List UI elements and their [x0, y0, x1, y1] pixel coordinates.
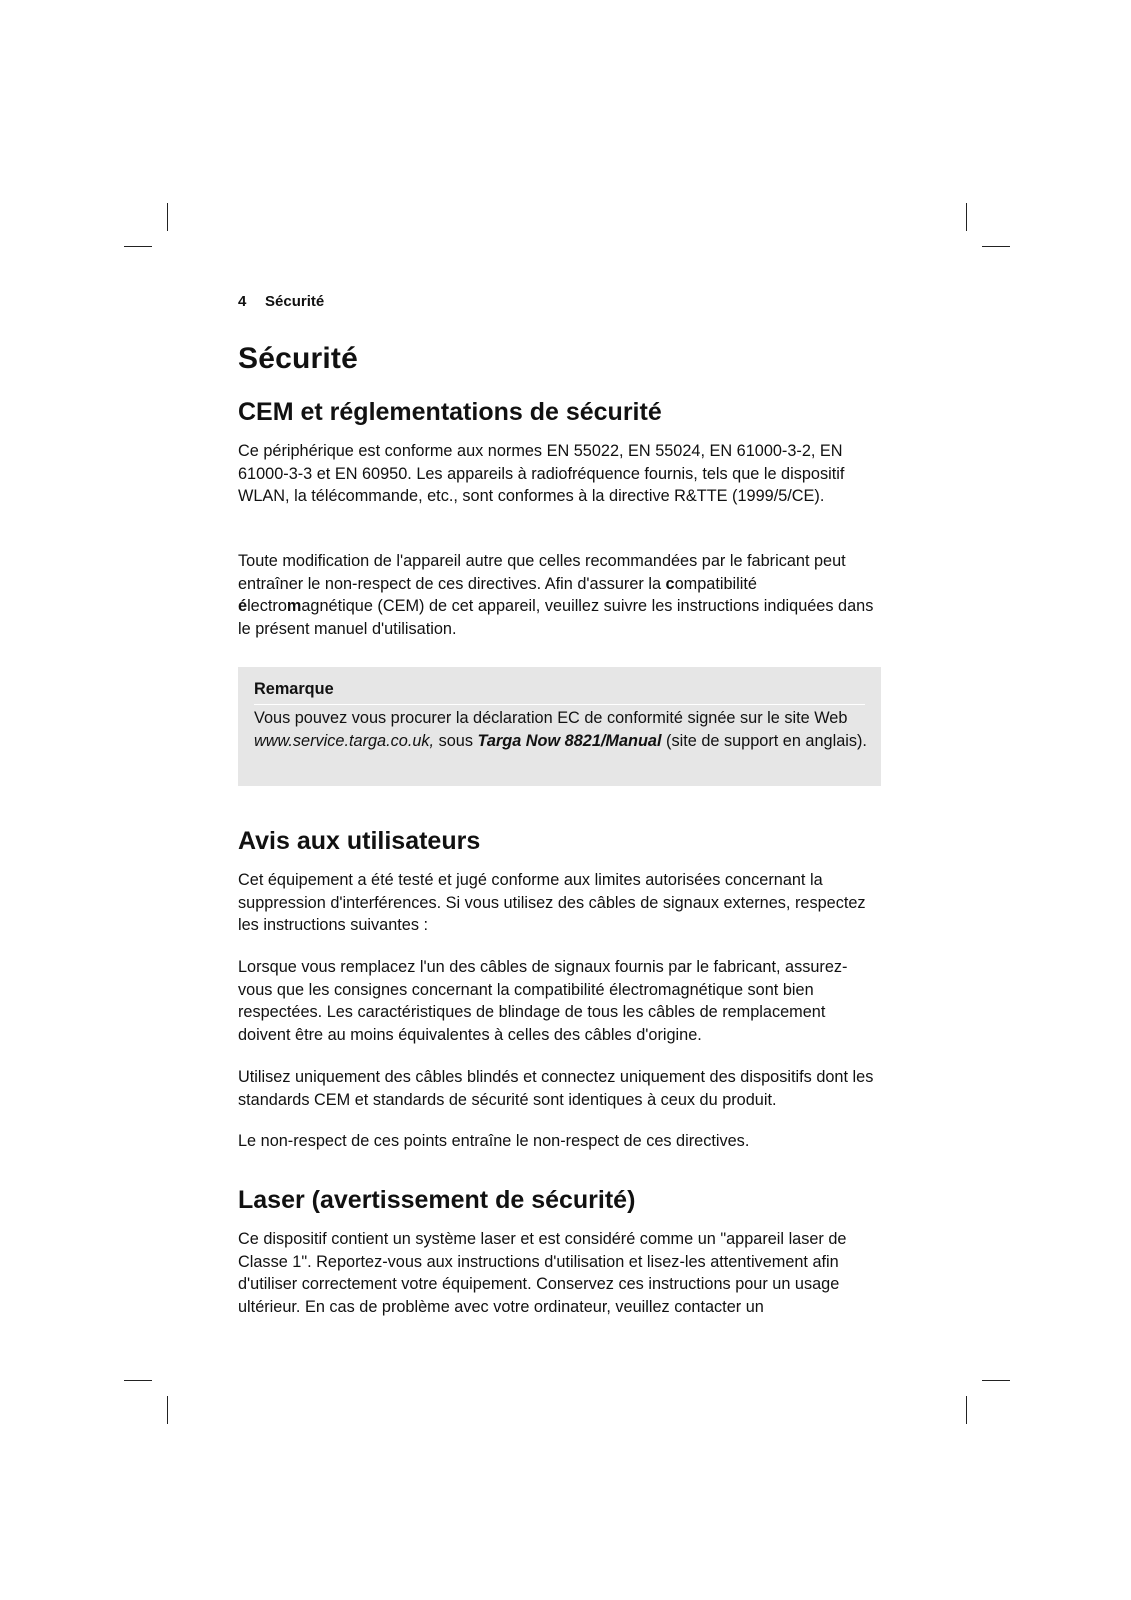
paragraph-avis-4: Le non-respect de ces points entraîne le non-respect de ces directives. — [238, 1132, 750, 1150]
paragraph-cem-1: Ce périphérique est conforme aux normes EN 55022, EN 55024, EN 61000-3-2, EN 61000-3-3 et EN 60950. Les appareils à radiofréquence fournis, tels que le dispositif WLAN, la télécommande, etc., sont conformes à la directive R&TTE (1999/5/CE). — [238, 442, 845, 506]
running-head-section: Sécurité — [265, 293, 325, 310]
crop-mark-bottom-left-vertical — [167, 1396, 168, 1424]
note-title: Remarque — [254, 680, 334, 698]
crop-mark-top-right-horizontal — [982, 246, 1010, 247]
crop-mark-bottom-left-horizontal — [124, 1380, 152, 1381]
paragraph-avis-3: Utilisez uniquement des câbles blindés et connectez uniquement des dispositifs dont les standards CEM et standards de sécurité sont identiques à ceux du produit. — [238, 1068, 874, 1109]
crop-mark-top-left-vertical — [167, 203, 168, 231]
paragraph-avis-1: Cet équipement a été testé et jugé conforme aux limites autorisées concernant la suppression d'interférences. Si vous utilisez des câbles de signaux externes, respectez les instructions suivantes : — [238, 871, 866, 935]
paragraph-laser-1: Ce dispositif contient un système laser et est considéré comme un "appareil laser de Classe 1". Reportez-vous aux instructions d'utilisation et lisez-les attentivement afin d'utiliser correctement votre équipement. Conservez ces instructions pour un usage ultérieur. En cas de problème avec votre ordinateur, veuillez contacter un — [238, 1230, 847, 1317]
paragraph-cem-2: Toute modification de l'appareil autre que celles recommandées par le fabricant peut entraîner le non-respect de ces directives. Afin d'assurer la compatibilité électromagnétique (CEM) de cet appareil, veuillez suivre les instructions indiquées dans le présent manuel d'utilisation. — [238, 552, 874, 639]
crop-mark-top-left-horizontal — [124, 246, 152, 247]
page-number: 4 — [238, 293, 247, 310]
section-heading-laser: Laser (avertissement de sécurité) — [238, 1186, 636, 1214]
section-heading-cem: CEM et réglementations de sécurité — [238, 398, 662, 426]
note-box — [238, 667, 881, 786]
page-title: Sécurité — [238, 342, 358, 375]
note-text: Vous pouvez vous procurer la déclaration EC de conformité signée sur le site Web www.service.targa.co.uk, sous Targa Now 8821/Manual (site de support en anglais). — [254, 709, 867, 750]
note-url: www.service.targa.co.uk, — [254, 731, 435, 750]
note-divider — [254, 704, 865, 705]
paragraph-avis-2: Lorsque vous remplacez l'un des câbles de signaux fournis par le fabricant, assurez-vous que les consignes concernant la compatibilité électromagnétique sont bien respectées. Les caractéristiques de blindage de tous les câbles de remplacement doivent être au moins équivalentes à celles des câbles d'origine. — [238, 958, 848, 1045]
crop-mark-top-right-vertical — [966, 203, 967, 231]
crop-mark-bottom-right-vertical — [966, 1396, 967, 1424]
running-head — [238, 293, 324, 310]
note-product: Targa Now 8821/Manual — [477, 731, 662, 750]
section-heading-avis: Avis aux utilisateurs — [238, 827, 481, 855]
crop-mark-bottom-right-horizontal — [982, 1380, 1010, 1381]
